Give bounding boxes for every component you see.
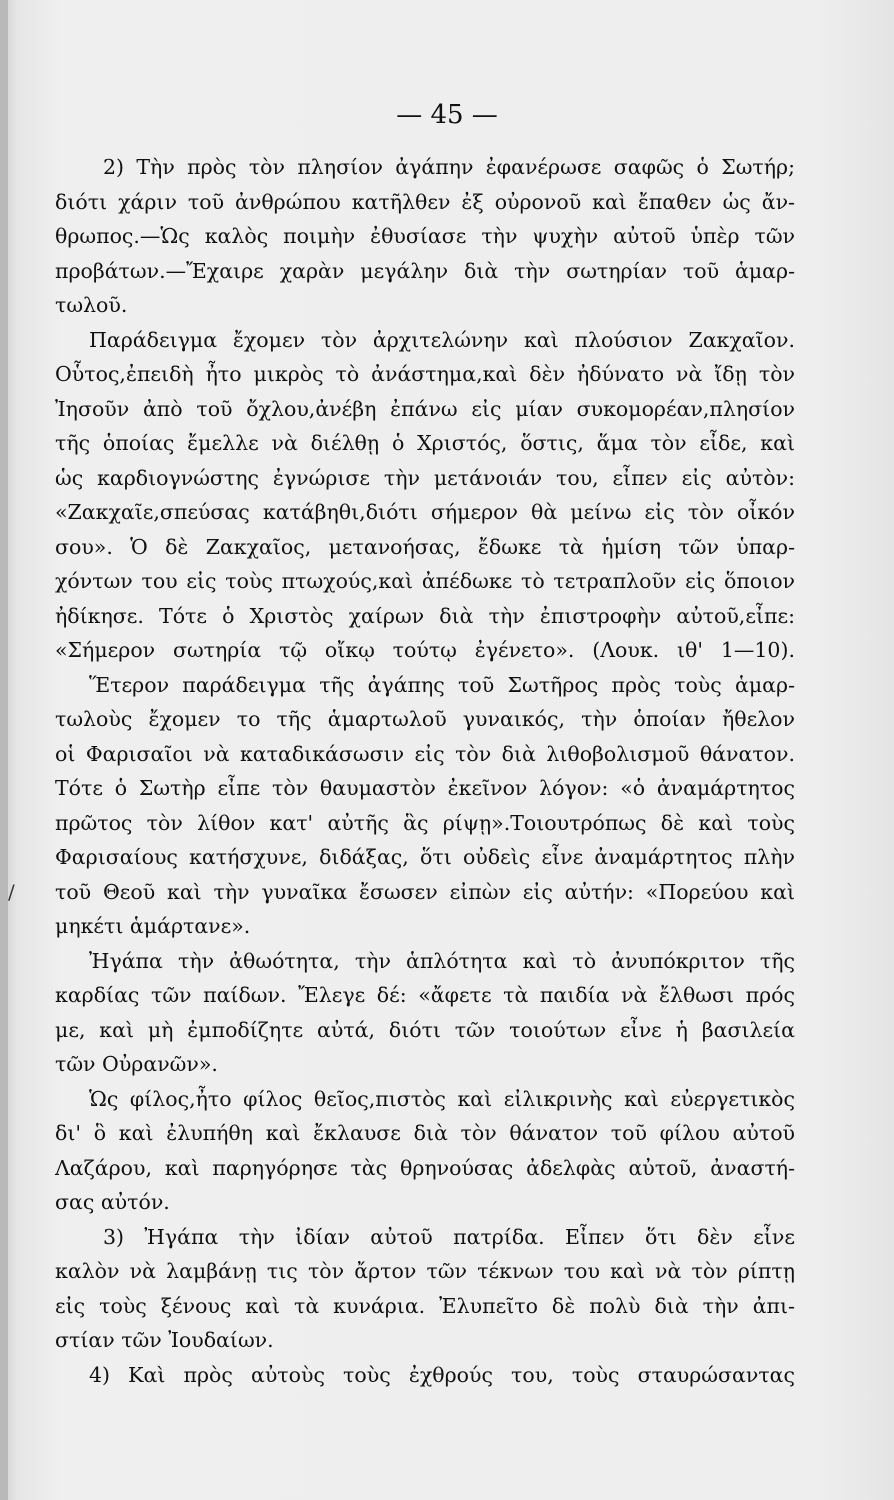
text-line: τοῦ Θεοῦ καὶ τὴν γυναῖκα ἔσωσεν εἰπὼν εἰς αὐτήν: «Πορεύου καὶ	[55, 879, 795, 904]
text-line: τωλοῦ.	[55, 293, 128, 317]
text-line: Φαρισαίους κατήσχυνε, διδάξας, ὅτι οὐδεὶς εἶνε ἀναμάρτητος πλὴν	[55, 845, 795, 869]
page-number: — 45 —	[396, 100, 498, 130]
text-line: τῶν Οὐρανῶν».	[55, 1052, 218, 1076]
text-line: Τότε ὁ Σωτὴρ εἶπε τὸν θαυμαστὸν ἐκεῖνον λόγον: «ὁ ἀναμάρτητος	[55, 776, 795, 800]
text-line: 4) Καὶ πρὸς αὐτοὺς τοὺς ἐχθρούς του, τοὺς σταυρώσαντας	[89, 1362, 795, 1387]
text-line: μηκέτι ἁμάρτανε».	[55, 914, 251, 938]
margin-mark: /	[8, 880, 15, 904]
text-line: εἰς τοὺς ξένους καὶ τὰ κυνάρια. Ἐλυπεῖτο δὲ πολὺ διὰ τὴν ἀπι-	[55, 1293, 795, 1318]
text-line: Ἕτερον παράδειγμα τῆς ἀγάπης τοῦ Σωτῆρος πρὸς τοὺς ἁμαρ-	[89, 672, 795, 697]
text-line: πρῶτος τὸν λίθον κατ' αὐτῆς ἃς ρίψῃ».Τοιουτρόπως δὲ καὶ τοὺς	[55, 810, 795, 835]
text-line: σου». Ὁ δὲ Ζακχαῖος, μετανοήσας, ἔδωκε τὰ ἡμίση τῶν ὑπαρ-	[55, 534, 795, 559]
text-line: ἠδίκησε. Τότε ὁ Χριστὸς χαίρων διὰ τὴν ἐπιστροφὴν αὐτοῦ,εἶπε:	[55, 603, 795, 628]
text-line: 3) Ἠγάπα τὴν ἰδίαν αὐτοῦ πατρίδα. Εἶπεν ὅτι δὲν εἶνε	[103, 1224, 795, 1249]
text-line: ὡς καρδιογνώστης ἐγνώρισε τὴν μετάνοιάν του, εἶπεν εἰς αὐτὸν:	[55, 465, 795, 490]
text-line: 2) Τὴν πρὸς τὸν πλησίον ἀγάπην ἐφανέρωσε σαφῶς ὁ Σωτήρ;	[103, 155, 795, 179]
text-line: Ἰησοῦν ἀπὸ τοῦ ὄχλου,ἀνέβη ἐπάνω εἰς μίαν συκομορέαν,πλησίον	[55, 396, 795, 421]
text-line: διότι χάριν τοῦ ἀνθρώπου κατῆλθεν ἐξ οὐρονοῦ καὶ ἔπαθεν ὡς ἄν-	[55, 189, 795, 214]
page-left-edge	[0, 0, 8, 1500]
text-line: καρδίας τῶν παίδων. Ἔλεγε δέ: «ἄφετε τὰ παιδία νὰ ἔλθωσι πρός	[55, 983, 795, 1007]
text-line: Ὡς φίλος,ἦτο φίλος θεῖος,πιστὸς καὶ εἰλικρινὴς καὶ εὐεργετικὸς	[89, 1086, 795, 1111]
text-line: θρωπος.—Ὡς καλὸς ποιμὴν ἐθυσίασε τὴν ψυχὴν αὐτοῦ ὑπὲρ τῶν	[55, 224, 795, 248]
text-line: δι' ὃ καὶ ἐλυπήθη καὶ ἔκλαυσε διὰ τὸν θάνατον τοῦ φίλου αὐτοῦ	[55, 1121, 795, 1145]
text-line: στίαν τῶν Ἰουδαίων.	[55, 1328, 274, 1352]
text-line: με, καὶ μὴ ἐμποδίζητε αὐτά, διότι τῶν τοιούτων εἶνε ἡ βασιλεία	[55, 1017, 795, 1042]
text-line: σας αὐτόν.	[55, 1190, 170, 1214]
text-line: χόντων του εἰς τοὺς πτωχούς,καὶ ἀπέδωκε τὸ τετραπλοῦν εἰς ὅποιον	[55, 569, 795, 593]
text-line: προβάτων.—Ἔχαιρε χαρὰν μεγάλην διὰ τὴν σωτηρίαν τοῦ ἁμαρ-	[55, 258, 795, 283]
text-line: Παράδειγμα ἔχομεν τὸν ἀρχιτελώνην καὶ πλούσιον Ζακχαῖον.	[89, 327, 795, 352]
text-line: Ἠγάπα τὴν ἀθωότητα, τὴν ἁπλότητα καὶ τὸ ἀνυπόκριτον τῆς	[89, 948, 795, 973]
text-line: Λαζάρου, καὶ παρηγόρησε τὰς θρηνούσας ἀδελφὰς αὐτοῦ, ἀναστή-	[55, 1155, 795, 1180]
text-line: καλὸν νὰ λαμβάνῃ τις τὸν ἄρτον τῶν τέκνων του καὶ νὰ τὸν ρίπτῃ	[55, 1259, 795, 1283]
body-text	[55, 150, 795, 1392]
text-line: τωλοὺς ἔχομεν το τῆς ἁμαρτωλοῦ γυναικός, τὴν ὁποίαν ἤθελον	[55, 707, 795, 731]
text-line: «Ζακχαῖε,σπεύσας κατάβηθι,διότι σήμερον θὰ μείνω εἰς τὸν οἶκόν	[55, 500, 795, 524]
text-line: «Σήμερον σωτηρία τῷ οἴκῳ τούτῳ ἐγένετο». (Λουκ. ιθ' 1—10).	[55, 638, 795, 662]
text-line: τῆς ὁποίας ἔμελλε νὰ διέλθῃ ὁ Χριστός, ὅστις, ἅμα τὸν εἶδε, καὶ	[55, 431, 795, 455]
text-line: Οὗτος,ἐπειδὴ ἦτο μικρὸς τὸ ἀνάστημα,καὶ δὲν ἠδύνατο νὰ ἴδῃ τὸν	[55, 362, 795, 386]
text-line: οἱ Φαρισαῖοι νὰ καταδικάσωσιν εἰς τὸν διὰ λιθοβολισμοῦ θάνατον.	[55, 741, 795, 766]
